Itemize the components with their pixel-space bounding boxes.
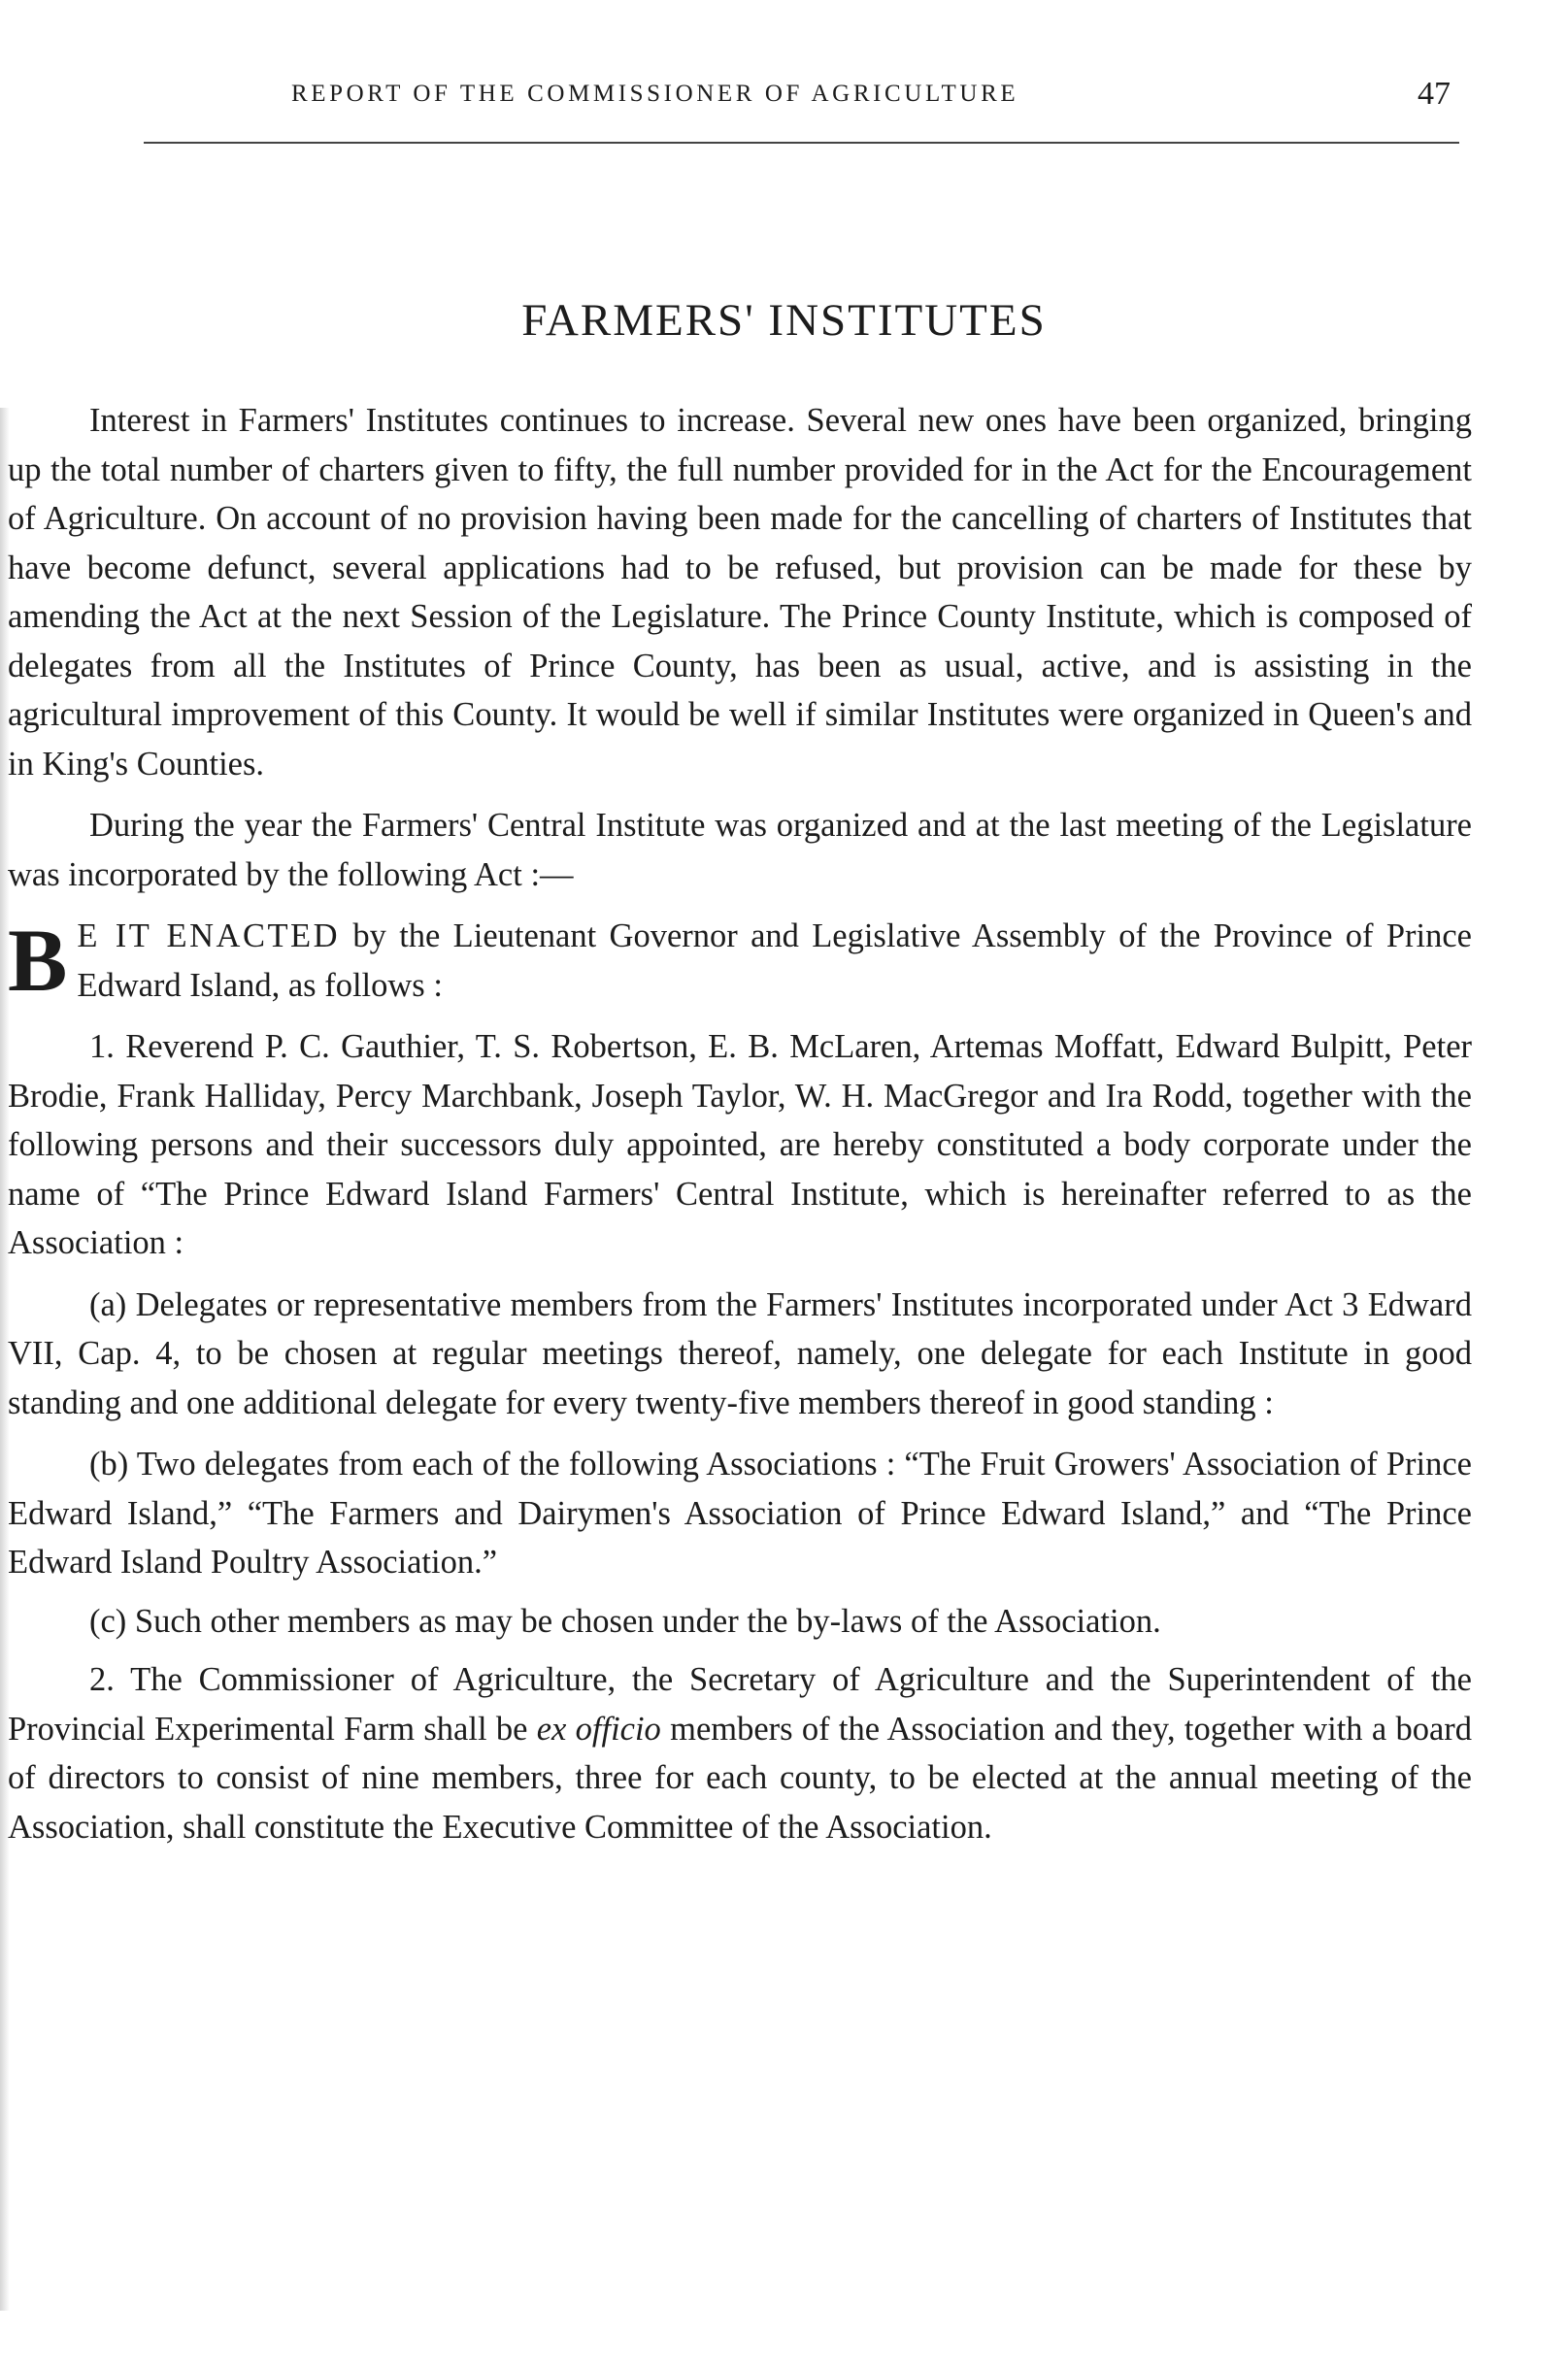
enacting-clause [8, 912, 1472, 1010]
section-2-text-a: 2. The Commissioner of Agriculture, the Secretary of Agriculture and the Superintendent of the Provincial Experimental Farm shall be [8, 1661, 1472, 1748]
latin-phrase: ex officio [536, 1710, 661, 1748]
body-text [8, 396, 1472, 1851]
section-1: 1. Reverend P. C. Gauthier, T. S. Robertson, E. B. McLaren, Artemas Moffatt, Edward Bulpitt, Peter Brodie, Frank Halliday, Percy Marchbank, Joseph Taylor, W. H. MacGregor and Ira Rodd, together with the following persons and their successors duly appointed, are hereby constituted a body corporate under the name of “The Prince Edward Island Farmers' Central Institute, which is hereinafter referred to as the Association : [8, 1028, 1472, 1261]
clause-a: (a) Delegates or representative members from the Farmers' Institutes incorporated under Act 3 Edward VII, Cap. 4, to be chosen at regular meetings thereof, namely, one delegate for each Institute in good standing and one additional delegate for every twenty-five members thereof in good standing : [8, 1285, 1472, 1421]
running-head [0, 70, 1568, 118]
header-rule [144, 142, 1459, 144]
paragraph-interest: Interest in Farmers' Institutes continues to increase. Several new ones have been organized, bringing up the total number of charters given to fifty, the full number provided for in the Act for the Encouragement of Agriculture. On account of no provision having been made for the cancelling of charters of Institutes that have become defunct, several applications had to be refused, but provision can be made for these by amending the Act at the next Session of the Legislature. The Prince County Institute, which is composed of delegates from all the Institutes of Prince County, has been as usual, active, and is assisting in the agricultural improvement of this County. It would be well if similar Institutes were organized in Queen's and in King's Counties. [8, 402, 1472, 783]
chapter-title: FARMERS' INSTITUTES [521, 295, 1047, 346]
enacting-lead: E IT ENACTED [77, 917, 341, 954]
running-title: REPORT OF THE COMMISSIONER OF AGRICULTURE [291, 81, 1019, 107]
page-number: 47 [1418, 76, 1451, 112]
section-2 [8, 1655, 1472, 1851]
paragraph-central-institute: During the year the Farmers' Central Institute was organized and at the last meeting of the Legislature was incorporated by the following Act :— [8, 807, 1472, 893]
drop-cap: B [8, 911, 68, 1010]
clause-c: (c) Such other members as may be chosen under the by-laws of the Association. [89, 1602, 1161, 1640]
enacting-text: by the Lieutenant Governor and Legislative Assembly of the Province of Prince Edward Island, as follows : [77, 917, 1472, 1004]
clause-b: (b) Two delegates from each of the following Associations : “The Fruit Growers' Association of Prince Edward Island,” “The Farmers and Dairymen's Association of Prince Edward Island,” and “The Prince Edward Island Poultry Association.” [8, 1446, 1472, 1581]
section-2-text-b: members of the Association and they, together with a board of directors to consist of nine members, three for each county, to be elected at the annual meeting of the Association, shall constitute the Executive Committee of the Association. [8, 1710, 1473, 1846]
